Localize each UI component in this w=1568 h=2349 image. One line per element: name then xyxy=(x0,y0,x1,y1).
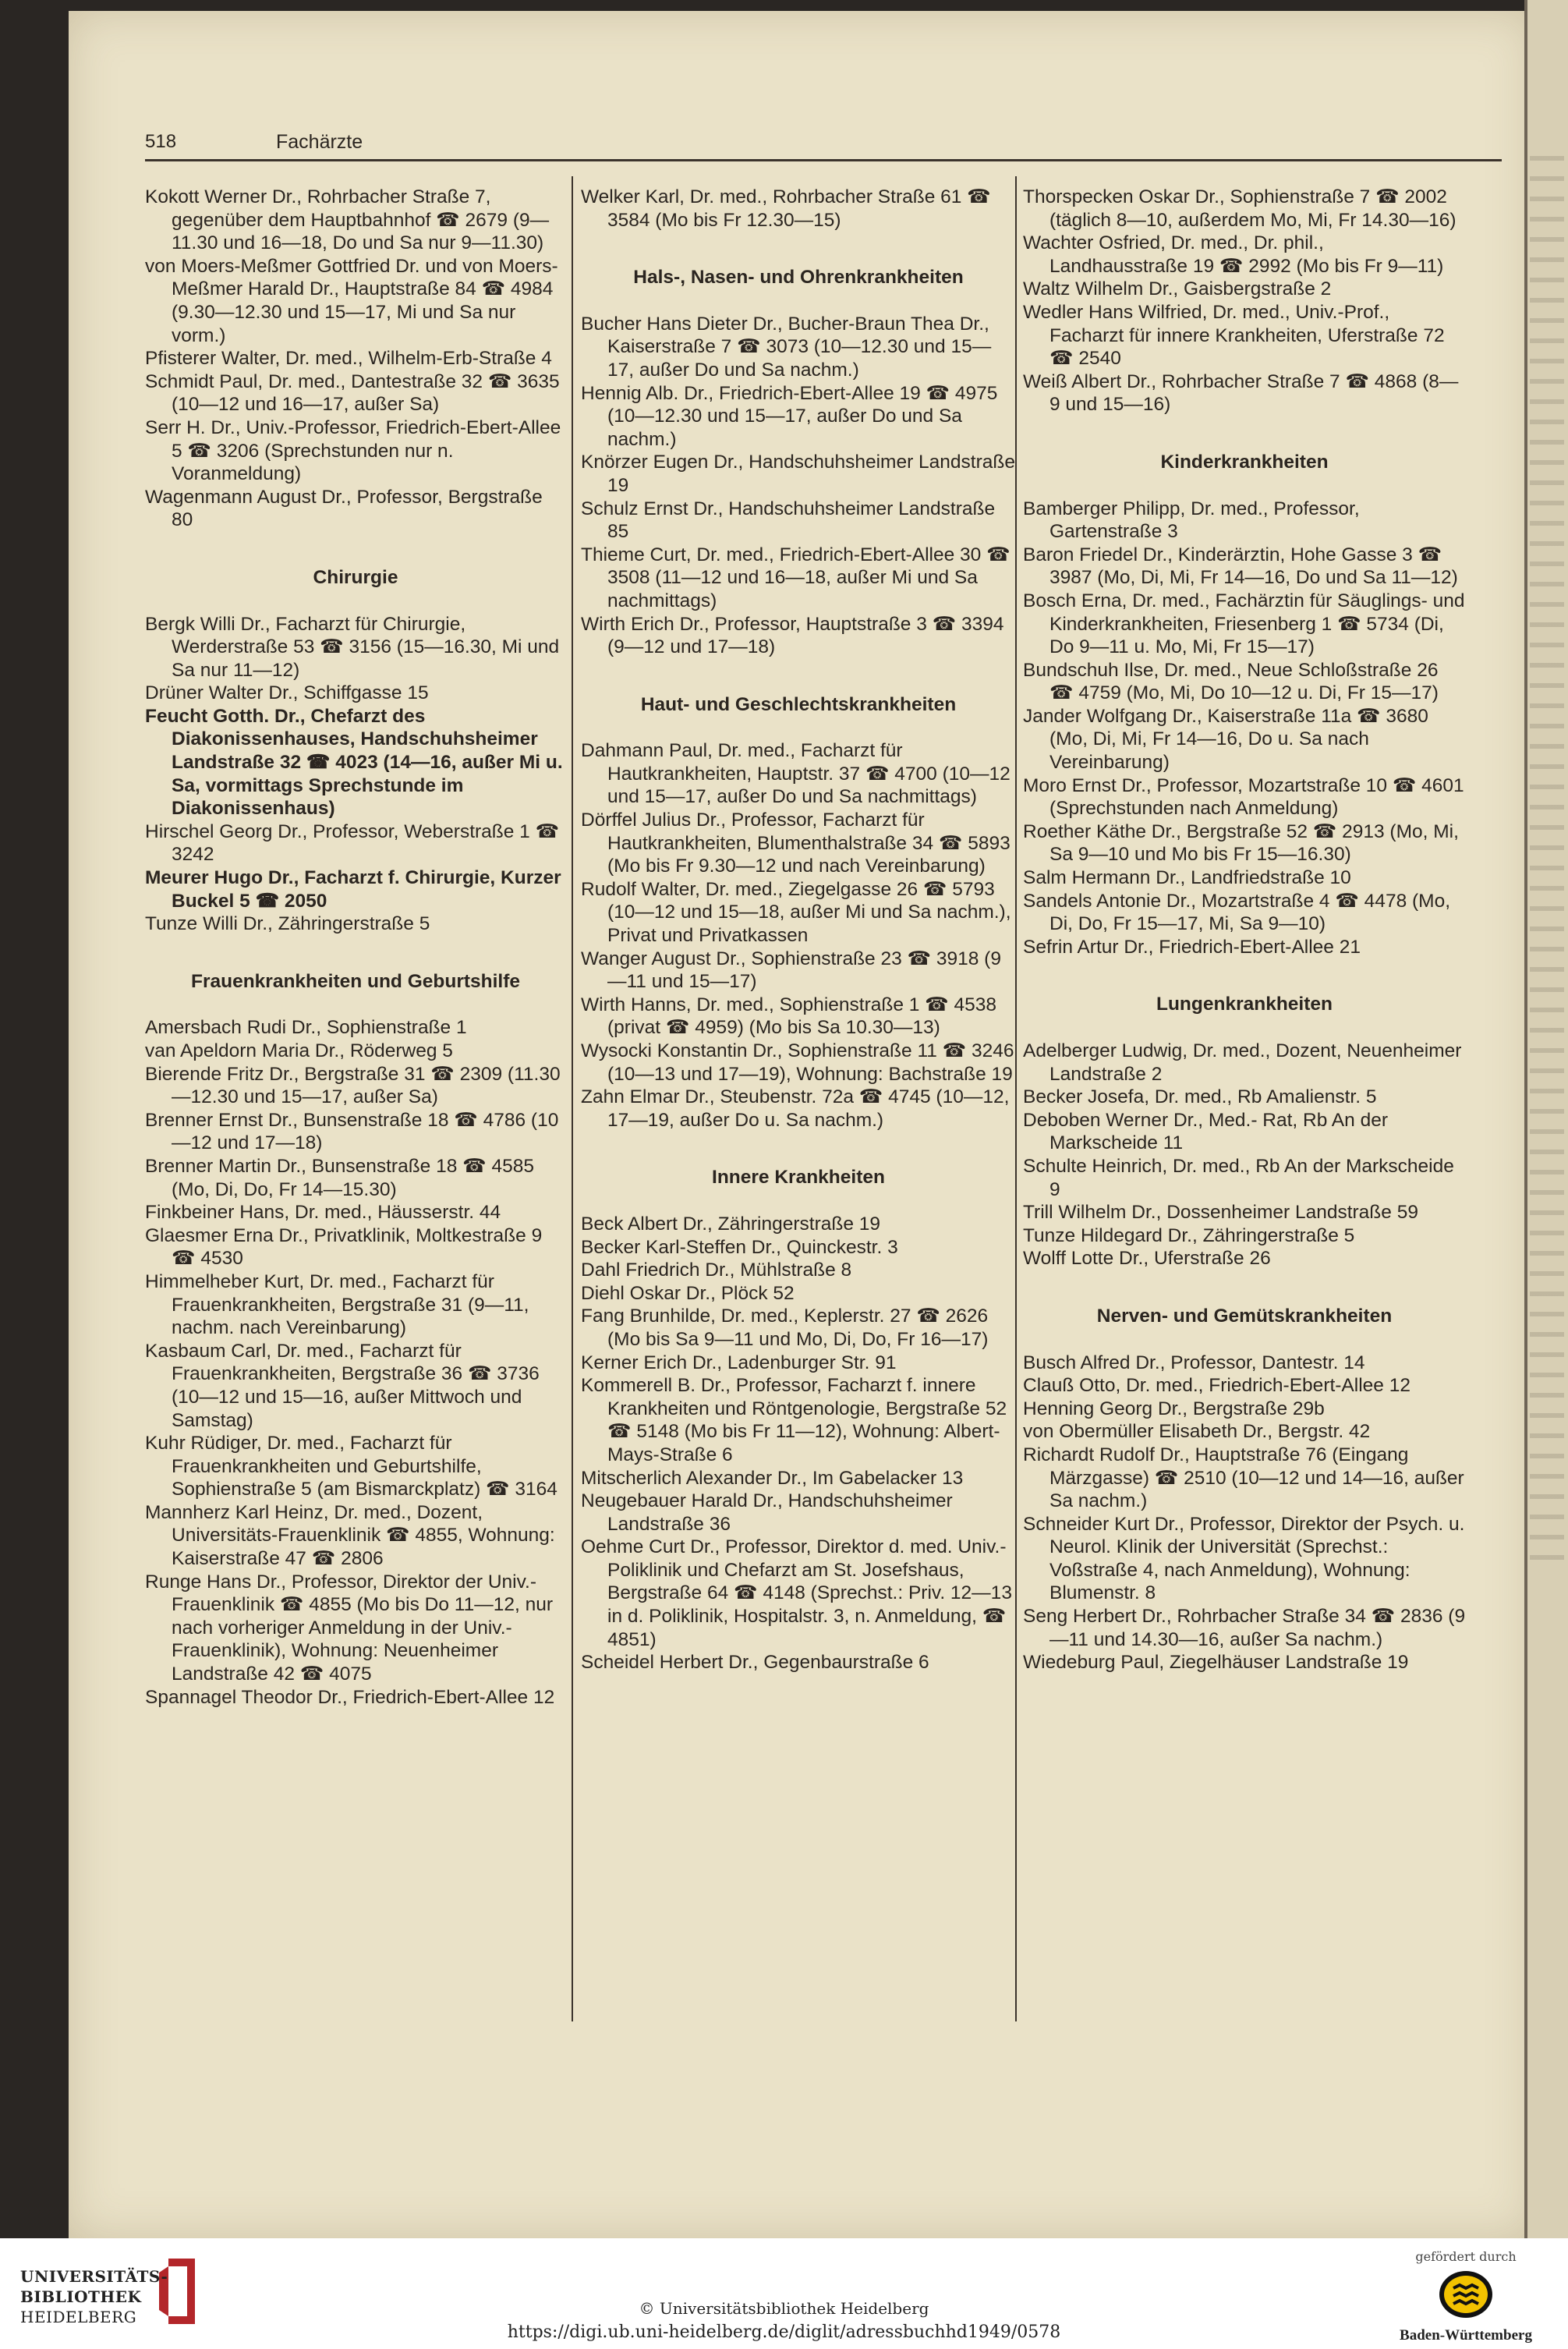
directory-entry: Runge Hans Dr., Professor, Direktor der Univ.-Frauenklinik ☎ 4855 (Mo bis Do 11—12, nur nach vorheriger Anmeldung in der Univ.-Frauenklinik), Wohnung: Neuenheimer Landstraße 42 ☎ 4075 xyxy=(145,1571,553,1685)
section-heading: Hals-, Nasen- und Ohrenkrankheiten xyxy=(633,267,964,289)
directory-entry: Schulte Heinrich, Dr. med., Rb An der Markscheide 9 xyxy=(1023,1155,1454,1200)
column-1 xyxy=(145,186,566,1709)
directory-entry: Welker Karl, Dr. med., Rohrbacher Straße 61 ☎ 3584 (Mo bis Fr 12.30—15) xyxy=(581,186,991,231)
directory-entry: Kasbaum Carl, Dr. med., Facharzt für Frauenkrankheiten, Bergstraße 36 ☎ 3736 (10—12 und 15—16, außer Mittwoch und Samstag) xyxy=(145,1340,540,1431)
directory-entry: Dahl Friedrich Dr., Mühlstraße 8 xyxy=(581,1260,852,1281)
adjacent-page-text-edge xyxy=(1530,156,1564,1560)
header-rule xyxy=(145,159,1502,161)
directory-entry: Wachter Osfried, Dr. med., Dr. phil., Landhausstraße 19 ☎ 2992 (Mo bis Fr 9—11) xyxy=(1023,232,1444,277)
directory-entry: Roether Käthe Dr., Bergstraße 52 ☎ 2913 (Mo, Mi, Sa 9—10 und Mo bis Fr 15—16.30) xyxy=(1023,820,1459,866)
directory-entry: van Apeldorn Maria Dr., Röderweg 5 xyxy=(145,1040,453,1061)
directory-entry: von Obermüller Elisabeth Dr., Bergstr. 42 xyxy=(1023,1421,1371,1443)
sponsor-label: gefördert durch xyxy=(1415,2249,1517,2264)
directory-entry: Kokott Werner Dr., Rohrbacher Straße 7, gegenüber dem Hauptbahnhof ☎ 2679 (9—11.30 und 16—18, Do und Sa nur 9—11.30) xyxy=(145,186,550,254)
directory-entry: Glaesmer Erna Dr., Privatklinik, Moltkestraße 9 ☎ 4530 xyxy=(145,1224,543,1270)
directory-entry: Seng Herbert Dr., Rohrbacher Straße 34 ☎ 2836 (9—11 und 14.30—16, außer Sa nachm.) xyxy=(1023,1606,1466,1650)
directory-entry: Finkbeiner Hans, Dr. med., Häusserstr. 44 xyxy=(145,1202,501,1224)
directory-entry: Wirth Hanns, Dr. med., Sophienstraße 1 ☎ 4538 (privat ☎ 4959) (Mo bis Sa 10.30—13) xyxy=(581,994,997,1039)
directory-entry: Kuhr Rüdiger, Dr. med., Facharzt für Frauenkrankheiten und Geburtshilfe, Sophienstraße 5 (am Bismarckplatz) ☎ 3164 xyxy=(145,1433,557,1500)
directory-entry: Fang Brunhilde, Dr. med., Keplerstr. 27 ☎ 2626 (Mo bis Sa 9—11 und Mo, Di, Do, Fr 16—17) xyxy=(581,1306,989,1350)
directory-entry: Wirth Erich Dr., Professor, Hauptstraße 3 ☎ 3394 (9—12 und 17—18) xyxy=(581,613,1004,658)
directory-entry: Pfisterer Walter, Dr. med., Wilhelm-Erb-Straße 4 xyxy=(145,348,552,370)
directory-entry: Becker Josefa, Dr. med., Rb Amalienstr. 5 xyxy=(1023,1086,1377,1108)
column-3 xyxy=(1023,186,1466,1674)
section-heading: Frauenkrankheiten und Geburtshilfe xyxy=(190,970,520,992)
directory-entry: Richardt Rudolf Dr., Hauptstraße 76 (Eingang Märzgasse) ☎ 2510 (10—12 und 14—16, außer Sa nachm.) xyxy=(1023,1444,1464,1512)
directory-entry: Hennig Alb. Dr., Friedrich-Ebert-Allee 19 ☎ 4975 (10—12.30 und 15—17, außer Do und Sa nachm.) xyxy=(581,382,998,450)
directory-entry: Kommerell B. Dr., Professor, Facharzt f. innere Krankheiten und Röntgenologie, Bergstraße 52 ☎ 5148 (Mo bis Fr 11—12), Wohnung: Albert-Mays-Straße 6 xyxy=(581,1375,1007,1465)
directory-entry: Waltz Wilhelm Dr., Gaisbergstraße 2 xyxy=(1023,278,1332,300)
directory-entry: Sefrin Artur Dr., Friedrich-Ebert-Allee 21 xyxy=(1023,936,1361,958)
directory-entry: Mitscherlich Alexander Dr., Im Gabelacker 13 xyxy=(581,1467,964,1489)
directory-entry: Tunze Willi Dr., Zähringerstraße 5 xyxy=(145,913,430,935)
directory-entry: Bierende Fritz Dr., Bergstraße 31 ☎ 2309 (11.30—12.30 und 15—17, außer Sa) xyxy=(145,1063,561,1108)
directory-entry: Adelberger Ludwig, Dr. med., Dozent, Neuenheimer Landstraße 2 xyxy=(1023,1040,1462,1085)
section-heading: Lungenkrankheiten xyxy=(1156,994,1333,1015)
sponsor-name: Baden-Württemberg xyxy=(1400,2327,1532,2344)
directory-entry: Wanger August Dr., Sophienstraße 23 ☎ 3918 (9—11 und 15—17) xyxy=(581,948,1001,993)
directory-entry: Schulz Ernst Dr., Handschuhsheimer Landstraße 85 xyxy=(581,498,996,543)
section-heading: Kinderkrankheiten xyxy=(1160,451,1329,473)
directory-entry: Wolff Lotte Dr., Uferstraße 26 xyxy=(1023,1248,1271,1270)
directory-entry: Thorspecken Oskar Dr., Sophienstraße 7 ☎ 2002 (täglich 8—10, außerdem Mo, Mi, Fr 14.30—16) xyxy=(1023,186,1457,231)
directory-entry: Drüner Walter Dr., Schiffgasse 15 xyxy=(145,682,429,704)
library-logo-text xyxy=(20,2266,168,2327)
directory-entry: Salm Hermann Dr., Landfriedstraße 10 xyxy=(1023,867,1351,889)
section-heading: Haut- und Geschlechtskrankheiten xyxy=(640,693,957,715)
column-2 xyxy=(581,186,1016,1674)
page-number: 518 xyxy=(145,131,177,152)
directory-entry: Wedler Hans Wilfried, Dr. med., Univ.-Prof., Facharzt für innere Krankheiten, Uferstraße 72 ☎ 2540 xyxy=(1023,301,1445,370)
directory-entry: Rudolf Walter, Dr. med., Ziegelgasse 26 ☎ 5793 (10—12 und 15—18, außer Mi und Sa nachm.), Privat und Privatkassen xyxy=(581,878,1011,947)
directory-entry: Trill Wilhelm Dr., Dossenheimer Landstraße 59 xyxy=(1023,1202,1418,1224)
wuerttemberg-emblem-icon xyxy=(1436,2265,1495,2324)
section-heading: Innere Krankheiten xyxy=(712,1167,885,1189)
directory-entry: Zahn Elmar Dr., Steubenstr. 72a ☎ 4745 (10—12, 17—19, außer Do u. Sa nachm.) xyxy=(581,1086,1010,1131)
directory-entry: Bundschuh Ilse, Dr. med., Neue Schloßstraße 26 ☎ 4759 (Mo, Mi, Do 10—12 u. Di, Fr 15—17) xyxy=(1023,659,1439,704)
directory-entry: Beck Albert Dr., Zähringerstraße 19 xyxy=(581,1213,880,1235)
directory-entry: Henning Georg Dr., Bergstraße 29b xyxy=(1023,1398,1325,1419)
directory-entry: Scheidel Herbert Dr., Gegenbaurstraße 6 xyxy=(581,1652,929,1674)
directory-entry: Brenner Martin Dr., Bunsenstraße 18 ☎ 4585 (Mo, Di, Do, Fr 14—15.30) xyxy=(145,1155,534,1200)
directory-entry: Schneider Kurt Dr., Professor, Direktor der Psych. u. Neurol. Klinik der Universität (Sprechst.: Voßstraße 4, nach Anmeldung), Wohnung: Blumenstr. 8 xyxy=(1023,1513,1465,1604)
directory-entry: Hirschel Georg Dr., Professor, Weberstraße 1 ☎ 3242 xyxy=(145,820,560,866)
directory-entry: Spannagel Theodor Dr., Friedrich-Ebert-Allee 12 xyxy=(145,1686,555,1708)
directory-entry: Bosch Erna, Dr. med., Fachärztin für Säuglings- und Kinderkrankheiten, Friesenberg 1 ☎ 5734 (Di, Do 9—11 u. Mo, Mi, Fr 15—17) xyxy=(1023,590,1465,658)
directory-entry: Wiedeburg Paul, Ziegelhäuser Landstraße 19 xyxy=(1023,1652,1409,1674)
directory-entry: Wysocki Konstantin Dr., Sophienstraße 11 ☎ 3246 (10—13 und 17—19), Wohnung: Bachstraße 19 xyxy=(581,1040,1014,1085)
directory-entry: Oehme Curt Dr., Professor, Direktor d. med. Univ.-Poliklinik und Chefarzt am St. Josefshaus, Bergstraße 64 ☎ 4148 (Sprechst.: Priv. 12—13 in d. Poliklinik, Hospitalstr. 3, n. Anmeldung, ☎ 4851) xyxy=(581,1536,1012,1650)
directory-entry: Schmidt Paul, Dr. med., Dantestraße 32 ☎ 3635 (10—12 und 16—17, außer Sa) xyxy=(145,370,560,416)
directory-entry: Tunze Hildegard Dr., Zähringerstraße 5 xyxy=(1023,1224,1355,1246)
footer-url-link[interactable]: https://digi.ub.uni-heidelberg.de/diglit/adressbuchhd1949/0578 xyxy=(507,2322,1061,2342)
directory-entry: Himmelheber Kurt, Dr. med., Facharzt für Frauenkrankheiten, Bergstraße 31 (9—11, nachm. nach Vereinbarung) xyxy=(145,1270,529,1339)
directory-entry: Knörzer Eugen Dr., Handschuhsheimer Landstraße 19 xyxy=(581,452,1015,496)
directory-entry: von Moers-Meßmer Gottfried Dr. und von Moers-Meßmer Harald Dr., Hauptstraße 84 ☎ 4984 (9.30—12.30 und 15—17, Mi und Sa nur vorm.) xyxy=(145,255,558,346)
library-logo-wordmark: UNIVERSITÄTS- BIBLIOTHEK HEIDELBERG xyxy=(20,2267,168,2326)
directory-entry: Meurer Hugo Dr., Facharzt f. Chirurgie, Kurzer Buckel 5 ☎ 2050 xyxy=(145,867,561,912)
directory-entry: Baron Friedel Dr., Kinderärztin, Hohe Gasse 3 ☎ 3987 (Mo, Di, Mi, Fr 14—16, Do und Sa 11—12) xyxy=(1023,544,1458,589)
directory-entry: Bamberger Philipp, Dr. med., Professor, Gartenstraße 3 xyxy=(1023,498,1360,543)
directory-entry: Thieme Curt, Dr. med., Friedrich-Ebert-Allee 30 ☎ 3508 (11—12 und 16—18, außer Mi und Sa nachmittags) xyxy=(581,544,1011,611)
directory-entry: Moro Ernst Dr., Professor, Mozartstraße 10 ☎ 4601 (Sprechstunden nach Anmeldung) xyxy=(1023,774,1464,820)
directory-entry: Dörffel Julius Dr., Professor, Facharzt für Hautkrankheiten, Blumenthalstraße 34 ☎ 5893 (Mo bis Fr 9.30—12 und nach Vereinbarung) xyxy=(581,810,1011,877)
directory-entry: Serr H. Dr., Univ.-Professor, Friedrich-Ebert-Allee 5 ☎ 3206 (Sprechstunden nur n. Voranmeldung) xyxy=(145,416,561,485)
directory-entry: Bucher Hans Dieter Dr., Bucher-Braun Thea Dr., Kaiserstraße 7 ☎ 3073 (10—12.30 und 15—17, außer Do und Sa nachm.) xyxy=(581,313,992,381)
section-heading: Nerven- und Gemütskrankheiten xyxy=(1096,1305,1393,1327)
directory-entry: Bergk Willi Dr., Facharzt für Chirurgie, Werderstraße 53 ☎ 3156 (15—16.30, Mi und Sa nur 11—12) xyxy=(145,613,560,681)
directory-entry: Deboben Werner Dr., Med.- Rat, Rb An der Markscheide 11 xyxy=(1023,1109,1388,1154)
directory-entry: Jander Wolfgang Dr., Kaiserstraße 11a ☎ 3680 (Mo, Di, Mi, Fr 14—16, Do u. Sa nach Vereinbarung) xyxy=(1023,705,1428,774)
directory-entry: Diehl Oskar Dr., Plöck 52 xyxy=(581,1282,795,1304)
directory-entry: Wagenmann August Dr., Professor, Bergstraße 80 xyxy=(145,486,543,531)
column-divider xyxy=(572,176,573,2021)
directory-entry: Mannherz Karl Heinz, Dr. med., Dozent, Universitäts-Frauenklinik ☎ 4855, Wohnung: Kaiserstraße 47 ☎ 2806 xyxy=(145,1501,555,1570)
section-heading: Chirurgie xyxy=(313,566,398,588)
directory-entry: Feucht Gotth. Dr., Chefarzt des Diakonissenhauses, Handschuhsheimer Landstraße 32 ☎ 4023 (14—16, außer Mi u. Sa, vormittags Sprechstunde im Diakonissenhaus) xyxy=(145,705,563,820)
directory-entry: Sandels Antonie Dr., Mozartstraße 4 ☎ 4478 (Mo, Di, Do, Fr 15—17, Mi, Sa 9—10) xyxy=(1023,890,1450,935)
directory-entry: Kerner Erich Dr., Ladenburger Str. 91 xyxy=(581,1352,897,1373)
footer-copyright: © Universitätsbibliothek Heidelberg xyxy=(639,2299,929,2318)
directory-entry: Busch Alfred Dr., Professor, Dantestr. 14 xyxy=(1023,1352,1365,1373)
directory-entry: Weiß Albert Dr., Rohrbacher Straße 7 ☎ 4868 (8—9 und 15—16) xyxy=(1023,370,1459,416)
directory-entry: Dahmann Paul, Dr. med., Facharzt für Hautkrankheiten, Hauptstr. 37 ☎ 4700 (10—12 und 15—17, außer Do und Sa nachmittags) xyxy=(581,740,1011,808)
directory-entry: Brenner Ernst Dr., Bunsenstraße 18 ☎ 4786 (10—12 und 17—18) xyxy=(145,1109,559,1154)
page-title: Fachärzte xyxy=(276,131,363,153)
directory-entry: Clauß Otto, Dr. med., Friedrich-Ebert-Allee 12 xyxy=(1023,1375,1410,1397)
directory-entry: Neugebauer Harald Dr., Handschuhsheimer Landstraße 36 xyxy=(581,1490,953,1535)
directory-entry: Amersbach Rudi Dr., Sophienstraße 1 xyxy=(145,1017,467,1039)
directory-entry: Becker Karl-Steffen Dr., Quinckestr. 3 xyxy=(581,1236,898,1258)
